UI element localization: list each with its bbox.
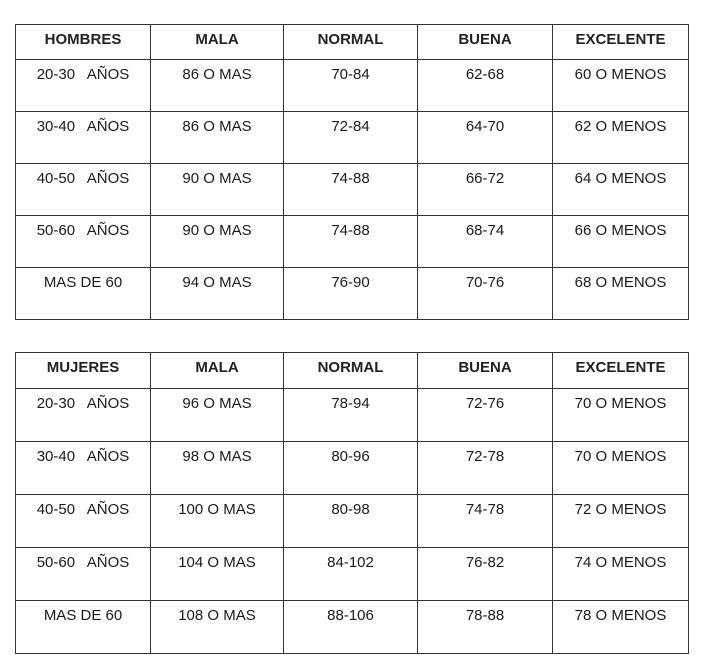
normal-cell: 72-84 xyxy=(284,112,418,164)
table-row xyxy=(16,442,689,495)
buena-cell: 72-76 xyxy=(418,389,553,442)
mala-cell: 86 O MAS xyxy=(151,112,284,164)
column-header-buena: BUENA xyxy=(418,25,553,60)
buena-cell: 70-76 xyxy=(418,268,553,320)
table-row xyxy=(16,495,689,548)
age-group-cell: 30-40 AÑOS xyxy=(16,112,151,164)
column-header-buena: BUENA xyxy=(418,353,553,389)
table-row xyxy=(16,164,689,216)
excelente-cell: 62 O MENOS xyxy=(553,112,689,164)
age-group-cell: 20-30 AÑOS xyxy=(16,60,151,112)
age-group-cell: 50-60 AÑOS xyxy=(16,548,151,601)
normal-cell: 74-88 xyxy=(284,164,418,216)
normal-cell: 80-96 xyxy=(284,442,418,495)
age-group-cell: 40-50 AÑOS xyxy=(16,495,151,548)
mala-cell: 96 O MAS xyxy=(151,389,284,442)
excelente-cell: 70 O MENOS xyxy=(553,442,689,495)
excelente-cell: 64 O MENOS xyxy=(553,164,689,216)
column-header-group: HOMBRES xyxy=(16,25,151,60)
mala-cell: 98 O MAS xyxy=(151,442,284,495)
table-row xyxy=(16,112,689,164)
excelente-cell: 78 O MENOS xyxy=(553,601,689,654)
normal-cell: 78-94 xyxy=(284,389,418,442)
table-header-row xyxy=(16,353,689,389)
table-row xyxy=(16,389,689,442)
excelente-cell: 70 O MENOS xyxy=(553,389,689,442)
column-header-normal: NORMAL xyxy=(284,353,418,389)
normal-cell: 80-98 xyxy=(284,495,418,548)
buena-cell: 62-68 xyxy=(418,60,553,112)
excelente-cell: 68 O MENOS xyxy=(553,268,689,320)
age-group-cell: MAS DE 60 xyxy=(16,268,151,320)
age-group-cell: 50-60 AÑOS xyxy=(16,216,151,268)
buena-cell: 64-70 xyxy=(418,112,553,164)
column-header-mala: MALA xyxy=(151,353,284,389)
normal-cell: 70-84 xyxy=(284,60,418,112)
table-row xyxy=(16,601,689,654)
normal-cell: 88-106 xyxy=(284,601,418,654)
mala-cell: 94 O MAS xyxy=(151,268,284,320)
age-group-cell: 30-40 AÑOS xyxy=(16,442,151,495)
table-header-row xyxy=(16,25,689,60)
mala-cell: 104 O MAS xyxy=(151,548,284,601)
mala-cell: 90 O MAS xyxy=(151,164,284,216)
column-header-mala: MALA xyxy=(151,25,284,60)
normal-cell: 84-102 xyxy=(284,548,418,601)
mala-cell: 108 O MAS xyxy=(151,601,284,654)
column-header-excelente: EXCELENTE xyxy=(553,25,689,60)
column-header-normal: NORMAL xyxy=(284,25,418,60)
buena-cell: 68-74 xyxy=(418,216,553,268)
column-header-group: MUJERES xyxy=(16,353,151,389)
normal-cell: 76-90 xyxy=(284,268,418,320)
buena-cell: 74-78 xyxy=(418,495,553,548)
excelente-cell: 60 O MENOS xyxy=(553,60,689,112)
mala-cell: 100 O MAS xyxy=(151,495,284,548)
table-row xyxy=(16,268,689,320)
excelente-cell: 66 O MENOS xyxy=(553,216,689,268)
table-row xyxy=(16,216,689,268)
men-heart-rate-table xyxy=(15,24,689,320)
mala-cell: 90 O MAS xyxy=(151,216,284,268)
normal-cell: 74-88 xyxy=(284,216,418,268)
mala-cell: 86 O MAS xyxy=(151,60,284,112)
excelente-cell: 72 O MENOS xyxy=(553,495,689,548)
table-row xyxy=(16,60,689,112)
column-header-excelente: EXCELENTE xyxy=(553,353,689,389)
buena-cell: 72-78 xyxy=(418,442,553,495)
excelente-cell: 74 O MENOS xyxy=(553,548,689,601)
women-heart-rate-table xyxy=(15,352,689,654)
buena-cell: 66-72 xyxy=(418,164,553,216)
table-row xyxy=(16,548,689,601)
age-group-cell: 20-30 AÑOS xyxy=(16,389,151,442)
age-group-cell: MAS DE 60 xyxy=(16,601,151,654)
age-group-cell: 40-50 AÑOS xyxy=(16,164,151,216)
buena-cell: 76-82 xyxy=(418,548,553,601)
buena-cell: 78-88 xyxy=(418,601,553,654)
